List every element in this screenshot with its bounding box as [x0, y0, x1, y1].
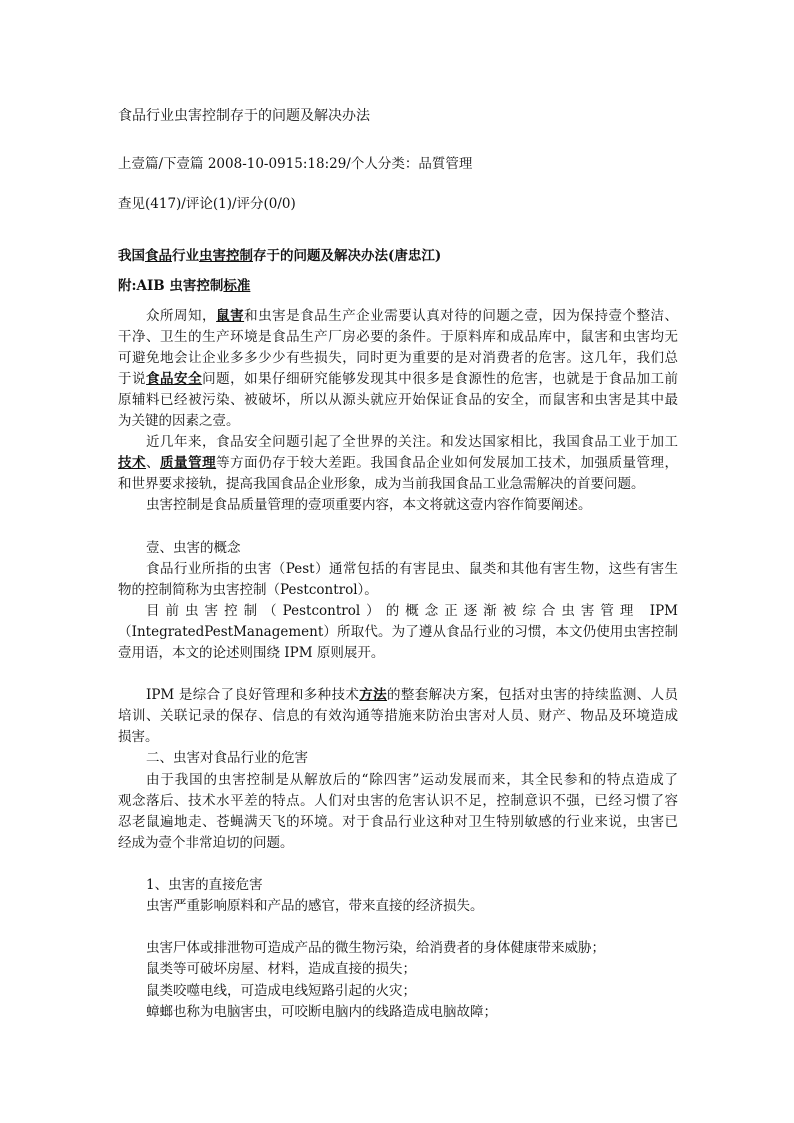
text-run: 和虫害是食品生产企业需要认真对待的问题之壹，因为保持壹个整洁、: [244, 307, 678, 324]
paragraph-line: 培训、关联记录的保存、信息的有效沟通等措施来防治虫害对人员、财产、物品及环境造成: [118, 708, 678, 725]
paragraph-line: 原辅料已经被污染、被破坏，所以从源头就应开始保证食品的安全，而鼠害和虫害是其中最: [118, 391, 678, 408]
text-run: 众所周知，: [146, 307, 217, 324]
section-title: 壹、虫害的概念: [146, 539, 241, 556]
keyword-link[interactable]: 虫害控制: [199, 248, 253, 264]
spacer: [118, 917, 678, 938]
paragraph-line: 由于我国的虫害控制是从解放后的“除四害”运动发展而来，其全民参和的特点造成了: [146, 771, 678, 788]
section-title: 1、虫害的直接危害: [146, 877, 263, 894]
paragraph-line: 虫害控制是食品质量管理的壹项重要内容，本文将就这壹内容作简要阐述。: [146, 497, 592, 514]
list-item: 蟑螂也称为电脑害虫，可咬断电脑内的线路造成电脑故障；: [146, 1003, 497, 1020]
paragraph-line: （IntegratedPestManagement）所取代。为了遵从食品行业的习惯，本文仍使用虫害控制: [118, 623, 678, 640]
list-item: 鼠类等可破坏房屋、材料，造成直接的损失；: [146, 961, 416, 978]
article-subheading: [118, 276, 678, 296]
text-run: 于说: [118, 370, 147, 387]
paragraph-line: 和世界要求接轨，提高我国食品企业形象，成为当前我国食品工业急需解决的首要问题。: [118, 476, 645, 493]
text-run: 问题，如果仔细研究能够发现其中很多是食源性的危害，也就是于食品加工前: [202, 370, 678, 387]
paragraph-line: 壹用语，本文的论述则围绕 IPM 原则展开。: [118, 645, 385, 661]
paragraph-line: 经成为壹个非常迫切的问题。: [118, 834, 294, 851]
list-item: 鼠类咬噬电线，可造成电线短路引起的火灾；: [146, 982, 416, 999]
paragraph-line: 食品行业所指的虫害（Pest）通常包括的有害昆虫、鼠类和其他有害生物，这些有害生: [146, 560, 678, 577]
keyword-link[interactable]: 方法: [359, 687, 388, 704]
list-item: 虫害尸体或排泄物可造成产品的微生物污染，给消费者的身体健康带来威胁；: [146, 940, 605, 957]
text-run: 等方面仍存于较大差距。我国食品企业如何发展加工技术，加强质量管理，: [216, 455, 678, 472]
article-body: [118, 306, 678, 1023]
spacer: [118, 664, 678, 685]
post-navigation-meta: 上壹篇/下壹篇 2008-10-0915:18:29/个人分类：品質管理: [118, 156, 473, 172]
page-title: 食品行业虫害控制存于的问题及解决办法: [118, 108, 370, 124]
paragraph-line: [118, 453, 678, 474]
keyword-link[interactable]: 食品安全: [146, 370, 203, 387]
paragraph-line: 物的控制简称为虫害控制（Pestcontrol）。: [118, 581, 378, 598]
paragraph-line: 忍老鼠遍地走、苍蝇满天飞的环境。对于食品行业这种对卫生特别敏感的行业来说，虫害已: [118, 813, 678, 830]
text-run: 行业: [172, 248, 199, 264]
paragraph-line: 损害。: [118, 729, 159, 746]
paragraph-line: 近几年来，食品安全问题引起了全世界的关注。和发达国家相比，我国食品工业于加工: [146, 434, 678, 451]
text-run: IPM 是综合了良好管理和多种技术: [146, 687, 360, 704]
keyword-link[interactable]: 质量管理: [160, 455, 217, 472]
article-heading: [118, 246, 678, 266]
spacer: [118, 516, 678, 537]
text-run: 的整套解决方案，包括对虫害的持续监测、人员: [387, 687, 678, 704]
section-title: 二、虫害对食品行业的危害: [146, 750, 308, 767]
text-run: 我国: [118, 248, 145, 264]
paragraph-line: 为关键的因素之壹。: [118, 412, 240, 429]
post-stats: 查见(417)/评论(1)/评分(0/0): [118, 196, 296, 212]
paragraph-line: 目前虫害控制（Pestcontrol）的概念正逐渐被综合虫害管理 IPM: [146, 602, 678, 619]
paragraph-line: 可避免地会让企业多多少少有些损失，同时更为重要的是对消费者的危害。这几年，我们总: [118, 349, 678, 366]
text-run: 、: [146, 455, 161, 472]
paragraph-line: [118, 369, 678, 390]
paragraph-line: 干净、卫生的生产环境是食品生产厂房必要的条件。于原料库和成品库中，鼠害和虫害均无: [118, 328, 678, 345]
keyword-link[interactable]: 鼠害: [216, 307, 245, 324]
paragraph-line: 观念落后、技术水平差的特点。人们对虫害的危害认识不足，控制意识不强，已经习惯了容: [118, 792, 678, 809]
text-run: 附:AIB 虫害控制: [118, 278, 224, 294]
keyword-link[interactable]: 技术: [118, 455, 147, 472]
text-run: 存于的问题及解决办法(唐忠江): [253, 248, 442, 264]
paragraph-line: 虫害严重影响原料和产品的感官，带来直接的经济损失。: [146, 898, 484, 915]
paragraph-line: [118, 306, 678, 327]
paragraph-line: [118, 685, 678, 706]
keyword-link[interactable]: 食品: [145, 248, 172, 264]
keyword-link[interactable]: 标准: [223, 278, 251, 294]
spacer: [118, 854, 678, 875]
